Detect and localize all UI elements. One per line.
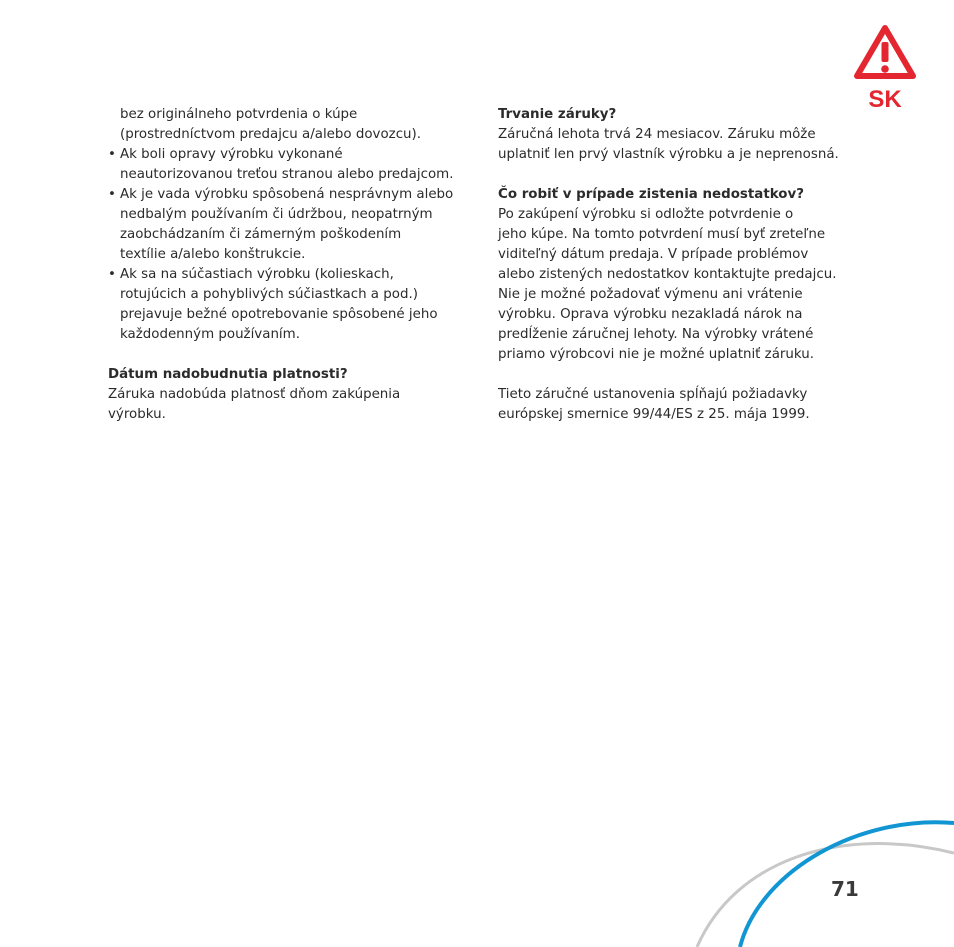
right-column (498, 105, 868, 425)
bullet-line: prejavuje bežné opotrebovanie spôsobené jeho (120, 307, 438, 322)
continuation-line: bez originálneho potvrdenia o kúpe (120, 107, 358, 122)
section-heading-duration: Trvanie záruky? (498, 107, 617, 122)
bullet-line: • Ak boli opravy výrobku vykonané (120, 147, 343, 162)
paragraph-line: Tieto záručné ustanovenia spĺňajú požiadavky (498, 387, 808, 402)
spacer (498, 365, 868, 385)
warning-triangle-icon (851, 24, 919, 114)
bullet-line: nedbalým používaním či údržbou, neopatrným (120, 207, 433, 222)
language-badge (851, 24, 919, 114)
paragraph-line: uplatniť len prvý vlastník výrobku a je neprenosná. (498, 147, 839, 162)
paragraph-line: predĺženie záručnej lehoty. Na výrobky vrátené (498, 327, 814, 342)
gray-arc (697, 844, 954, 947)
paragraph-line: Po zakúpení výrobku si odložte potvrdenie o (498, 207, 794, 222)
bullet-line: každodenným používaním. (120, 327, 300, 342)
paragraph-line: priamo výrobcovi nie je možné uplatniť záruku. (498, 347, 814, 362)
language-code: SK (868, 86, 902, 113)
bullet-line: textílie a/alebo konštrukcie. (120, 247, 306, 262)
bullet-item (108, 185, 473, 265)
spacer (108, 345, 473, 365)
paragraph-line: viditeľný dátum predaja. V prípade problémov (498, 247, 809, 262)
paragraph-line: Nie je možné požadovať výmenu ani vrátenie (498, 287, 803, 302)
paragraph-line: alebo zistených nedostatkov kontaktujte predajcu. (498, 267, 837, 282)
paragraph-line: Záručná lehota trvá 24 mesiacov. Záruku môže (498, 127, 816, 142)
bullet-line: neautorizovanou treťou stranou alebo predajcom. (120, 167, 454, 182)
page-number: 71 (831, 877, 859, 901)
bullet-item (108, 265, 473, 345)
paragraph-line: Záruka nadobúda platnosť dňom zakúpenia (108, 387, 401, 402)
bullet-item (108, 145, 473, 185)
paragraph-line: výrobku. Oprava výrobku nezakladá nárok na (498, 307, 803, 322)
paragraph-line: jeho kúpe. Na tomto potvrdení musí byť zreteľne (498, 227, 826, 242)
section-heading-defects: Čo robiť v prípade zistenia nedostatkov? (498, 187, 804, 202)
paragraph-line: európskej smernice 99/44/ES z 25. mája 1999. (498, 407, 810, 422)
continuation-line: (prostredníctvom predajcu a/alebo dovozcu). (120, 127, 422, 142)
bullet-line: zaobchádzaním či zámerným poškodením (120, 227, 402, 242)
bullet-line: • Ak sa na súčastiach výrobku (kolieskach, (120, 267, 394, 282)
paragraph-line: výrobku. (108, 407, 166, 422)
left-column (108, 105, 473, 425)
spacer (498, 165, 868, 185)
bullet-line: • Ak je vada výrobku spôsobená nesprávnym alebo (120, 187, 454, 202)
section-heading-validity: Dátum nadobudnutia platnosti? (108, 367, 348, 382)
bullet-line: rotujúcich a pohyblivých súčiastkach a pod.) (120, 287, 418, 302)
